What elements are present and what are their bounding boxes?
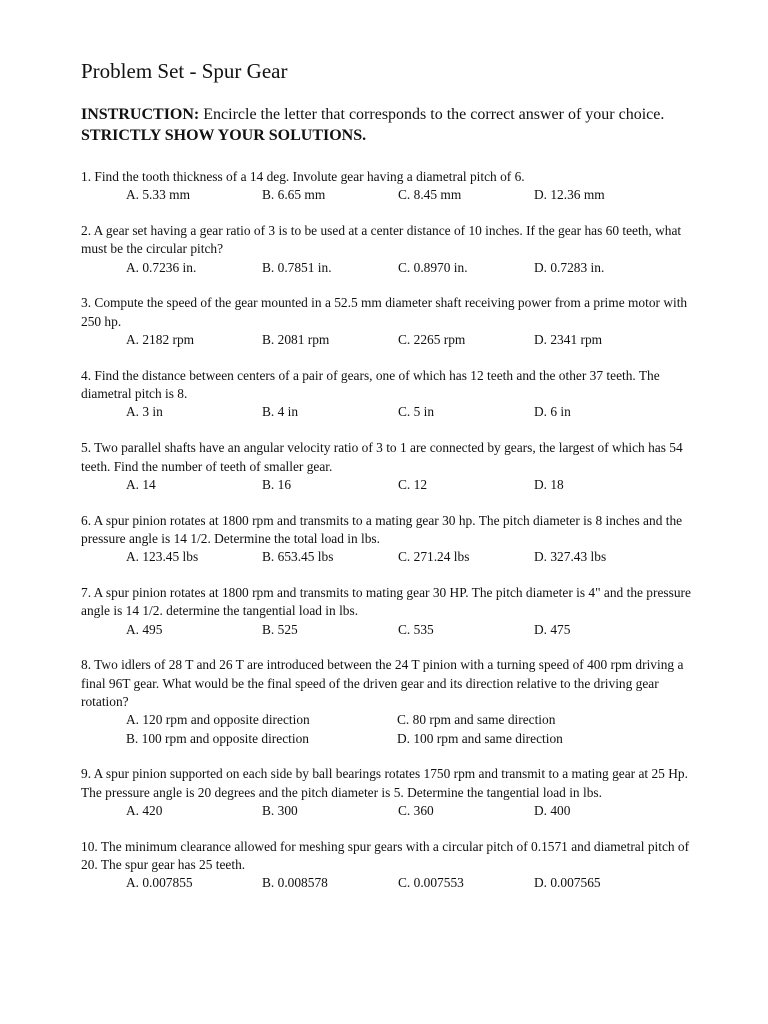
choice-a[interactable]: A. 0.7236 in. xyxy=(126,259,197,275)
choice-b[interactable]: B. 6.65 mm xyxy=(262,187,326,203)
question-text: 3. Compute the speed of the gear mounted in a 52.5 mm diameter shaft receiving power from a prime motor with 250 hp. xyxy=(81,295,688,329)
choice-a[interactable]: A. 14 xyxy=(126,476,156,492)
answer-choices xyxy=(81,403,691,421)
choice-d[interactable]: D. 6 in xyxy=(534,404,571,420)
question-text: 1. Find the tooth thickness of a 14 deg. Involute gear having a diametral pitch of 6. xyxy=(81,169,525,184)
choice-c[interactable]: C. 271.24 lbs xyxy=(398,549,470,565)
choice-b[interactable]: B. 2081 rpm xyxy=(262,332,330,348)
choice-d[interactable]: D. 0.007565 xyxy=(534,875,601,891)
choice-d[interactable]: D. 2341 rpm xyxy=(534,332,603,348)
choice-d[interactable]: D. 0.7283 in. xyxy=(534,259,605,275)
instruction-text: Encircle the letter that corresponds to the correct answer of your choice. xyxy=(199,106,665,123)
answer-choices xyxy=(81,711,691,748)
question-8 xyxy=(81,656,691,747)
question-text: 10. The minimum clearance allowed for meshing spur gears with a circular pitch of 0.1571 and diametral pitch of 20. The spur gear has 25 teeth. xyxy=(81,838,690,873)
choice-c[interactable]: C. 8.45 mm xyxy=(398,187,462,203)
choice-a[interactable]: A. 2182 rpm xyxy=(126,332,195,348)
question-text: 7. A spur pinion rotates at 1800 rpm and transmits to mating gear 30 HP. The pitch diameter is 4" and the pressure angle is 14 1/2. determine the tangential load in lbs. xyxy=(81,585,691,619)
choice-a[interactable]: A. 0.007855 xyxy=(126,875,193,891)
choice-b[interactable]: B. 525 xyxy=(262,621,298,637)
choice-c[interactable]: C. 0.007553 xyxy=(398,875,464,891)
instruction-paragraph xyxy=(81,104,691,146)
question-text: 6. A spur pinion rotates at 1800 rpm and transmits to a mating gear 30 hp. The pitch diameter is 8 inches and the pressure angle is 14 1/2. Determine the total load in lbs. xyxy=(81,512,683,546)
choice-b[interactable]: B. 653.45 lbs xyxy=(262,549,334,565)
instruction-label: INSTRUCTION: xyxy=(81,106,200,123)
question-1 xyxy=(81,168,691,205)
choice-c[interactable]: C. 2265 rpm xyxy=(398,332,466,348)
choice-c[interactable]: C. 535 xyxy=(398,621,434,637)
choice-d[interactable]: D. 475 xyxy=(534,621,571,637)
question-2 xyxy=(81,222,691,277)
choice-a[interactable]: A. 120 rpm and opposite direction xyxy=(126,712,310,728)
question-4 xyxy=(81,367,691,422)
instruction-emphasis: STRICTLY SHOW YOUR SOLUTIONS. xyxy=(81,127,367,144)
answer-choices xyxy=(81,186,691,204)
question-text: 4. Find the distance between centers of a pair of gears, one of which has 12 teeth and the other 37 teeth. The diametral pitch is 8. xyxy=(81,367,660,402)
choice-a[interactable]: A. 5.33 mm xyxy=(126,187,190,203)
answer-choices xyxy=(81,621,691,639)
choice-a[interactable]: A. 3 in xyxy=(126,404,163,420)
choice-c[interactable]: C. 5 in xyxy=(398,404,435,420)
choice-a[interactable]: A. 495 xyxy=(126,621,163,637)
choice-c[interactable]: C. 0.8970 in. xyxy=(398,259,468,275)
choice-c[interactable]: C. 12 xyxy=(398,476,428,492)
choice-c[interactable]: C. 80 rpm and same direction xyxy=(397,712,556,728)
choice-b[interactable]: B. 16 xyxy=(262,476,292,492)
question-7 xyxy=(81,584,691,639)
question-text: 2. A gear set having a gear ratio of 3 is to be used at a center distance of 10 inches. If the gear has 60 teeth, what must be the circular pitch? xyxy=(81,223,682,257)
answer-choices xyxy=(81,548,691,566)
choice-b[interactable]: B. 0.008578 xyxy=(262,875,328,891)
choice-a[interactable]: A. 420 xyxy=(126,803,163,819)
question-text: 8. Two idlers of 28 T and 26 T are introduced between the 24 T pinion with a turning speed of 400 rpm driving a final 96T gear. What would be the final speed of the driven gear and its direction relative to the driving gear rotation? xyxy=(81,657,684,710)
document-page xyxy=(81,58,691,910)
question-3 xyxy=(81,294,691,349)
choice-d[interactable]: D. 18 xyxy=(534,476,564,492)
choice-d[interactable]: D. 12.36 mm xyxy=(534,187,605,203)
choice-b[interactable]: B. 0.7851 in. xyxy=(262,259,332,275)
answer-choices xyxy=(81,874,691,892)
question-text: 9. A spur pinion supported on each side by ball bearings rotates 1750 rpm and transmit to a mating gear at 25 Hp. The pressure angle is 20 degrees and the pitch diameter is 5. Determine the tangential load in lbs. xyxy=(81,766,688,800)
answer-choices xyxy=(81,331,691,349)
answer-choices xyxy=(81,476,691,494)
choice-c[interactable]: C. 360 xyxy=(398,803,434,819)
choice-a[interactable]: A. 123.45 lbs xyxy=(126,549,199,565)
choice-d[interactable]: D. 400 xyxy=(534,803,571,819)
page-title: Problem Set - Spur Gear xyxy=(81,59,288,83)
question-6 xyxy=(81,512,691,567)
answer-choices xyxy=(81,802,691,820)
choice-d[interactable]: D. 100 rpm and same direction xyxy=(397,730,563,746)
choice-d[interactable]: D. 327.43 lbs xyxy=(534,549,607,565)
answer-choices xyxy=(81,259,691,277)
choice-b[interactable]: B. 4 in xyxy=(262,404,299,420)
question-text: 5. Two parallel shafts have an angular velocity ratio of 3 to 1 are connected by gears, the largest of which has 54 teeth. Find the number of teeth of smaller gear. xyxy=(81,440,683,474)
choice-b[interactable]: B. 100 rpm and opposite direction xyxy=(126,730,309,746)
choice-b[interactable]: B. 300 xyxy=(262,803,298,819)
question-10 xyxy=(81,838,691,893)
question-5 xyxy=(81,439,691,494)
question-9 xyxy=(81,765,691,820)
